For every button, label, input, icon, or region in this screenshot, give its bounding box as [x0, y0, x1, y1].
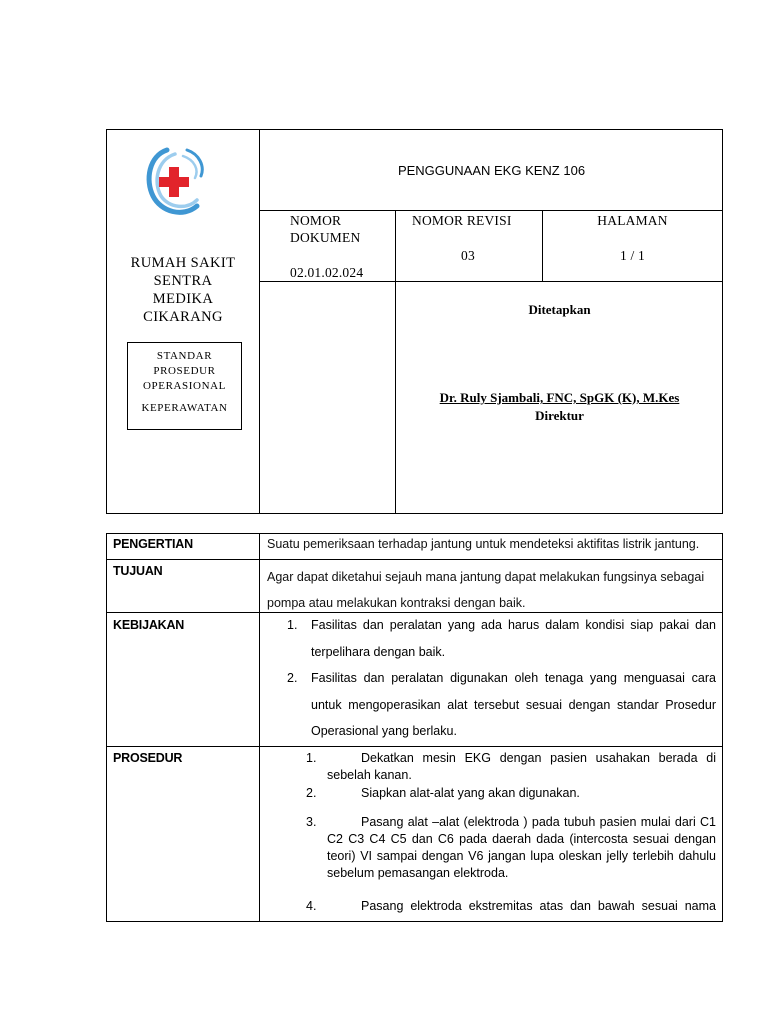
tujuan-line: pompa atau melakukan kontraksi dengan baik.	[267, 596, 526, 610]
tujuan-line: Agar dapat diketahui sejauh mana jantung dapat melakukan fungsinya sebagai	[267, 570, 705, 584]
pengertian-label: PENGERTIAN	[113, 537, 193, 551]
doc-number-label-line: NOMOR	[290, 213, 342, 228]
list-text: Dekatkan mesin EKG dengan pasien usahakan berada di sebelah kanan.	[327, 751, 716, 782]
hospital-logo-icon	[143, 146, 205, 222]
tujuan-label: TUJUAN	[113, 564, 163, 578]
hospital-name-line: SENTRA	[153, 273, 213, 289]
hospital-name	[107, 254, 259, 326]
revision-label: NOMOR REVISI	[412, 213, 512, 228]
list-number: 1.	[287, 618, 298, 632]
row-divider	[107, 559, 722, 560]
sop-type-line: PROSEDUR	[153, 365, 216, 377]
list-text: Siapkan alat-alat yang akan digunakan.	[361, 786, 580, 800]
sop-type-line: STANDAR	[156, 350, 213, 362]
list-number: 4.	[306, 899, 317, 913]
prosedur-label: PROSEDUR	[113, 751, 183, 765]
body-divider-vertical	[259, 534, 260, 921]
tujuan-text	[267, 564, 716, 616]
prosedur-list	[267, 750, 716, 915]
list-item	[267, 785, 716, 814]
list-item	[267, 814, 716, 898]
header-divider-mid	[395, 211, 396, 513]
list-number: 2.	[306, 786, 317, 800]
list-item	[267, 750, 716, 785]
signer-name: Dr. Ruly Sjambali, FNC, SpGK (K), M.Kes	[439, 390, 680, 405]
hospital-name-line: CIKARANG	[143, 309, 223, 325]
kebijakan-label: KEBIJAKAN	[113, 618, 185, 632]
sop-body-table	[106, 533, 723, 922]
kebijakan-list	[267, 612, 716, 745]
hospital-name-line: MEDIKA	[152, 291, 214, 307]
header-divider-info	[260, 281, 722, 282]
doc-number-label	[290, 212, 360, 246]
signer-title: Direktur	[535, 408, 584, 423]
doc-number-label-line: DOKUMEN	[290, 230, 361, 245]
revision-value: 03	[461, 248, 475, 263]
page-value: 1 / 1	[619, 248, 645, 263]
list-text: Fasilitas dan peralatan yang ada harus dalam kondisi siap pakai dan terpelihara dengan baik.	[311, 618, 716, 659]
page-label: HALAMAN	[597, 213, 668, 228]
hospital-name-line: RUMAH SAKIT	[130, 255, 236, 271]
signature-block	[396, 389, 723, 425]
list-text: Pasang alat –alat (elektroda ) pada tubuh pasien mulai dari C1 C2 C3 C4 C5 dan C6 pada daerah dada (intercosta sesuai dengan teori) VI sampai dengan V6 jangan lupa oleskan jelly terlebih dahulu sebelum pemasangan elektroda.	[327, 815, 716, 880]
sop-type-line: OPERASIONAL	[143, 380, 226, 392]
sop-department: KEPERAWATAN	[141, 402, 228, 414]
list-text: Pasang elektroda ekstremitas atas dan bawah sesuai nama	[361, 899, 716, 913]
list-number: 2.	[287, 671, 298, 685]
sop-header-table	[106, 129, 723, 514]
list-text: Fasilitas dan peralatan digunakan oleh tenaga yang menguasai cara untuk mengoperasikan alat tersebut sesuai dengan standar Prosedur Operasional yang berlaku.	[311, 671, 716, 738]
list-item	[267, 898, 716, 915]
list-number: 3.	[306, 815, 317, 829]
pengertian-text: Suatu pemeriksaan terhadap jantung untuk mendeteksi aktifitas listrik jantung.	[267, 537, 700, 551]
established-label: Ditetapkan	[528, 302, 591, 317]
document-title: PENGGUNAAN EKG KENZ 106	[397, 163, 586, 178]
doc-number-value: 02.01.02.024	[290, 265, 364, 280]
sop-type-box	[127, 342, 242, 430]
list-number: 1.	[306, 751, 317, 765]
list-item	[267, 612, 716, 665]
row-divider	[107, 746, 722, 747]
list-item	[267, 665, 716, 745]
